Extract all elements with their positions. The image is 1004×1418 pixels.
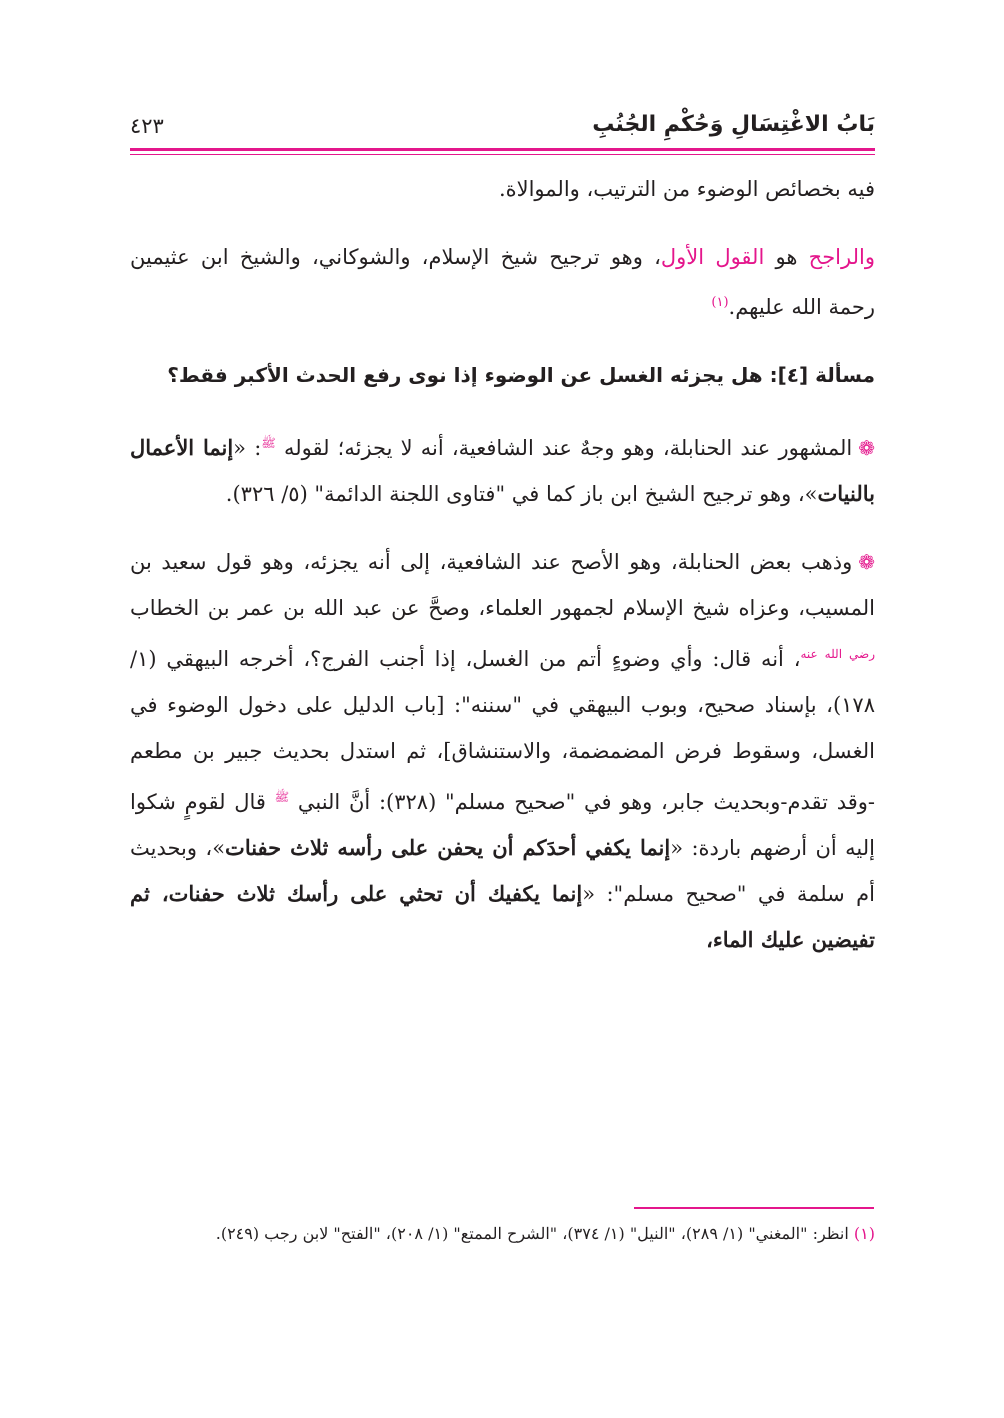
salawat-icon: ﷺ	[274, 790, 290, 804]
header-rule-thick	[130, 148, 875, 151]
question-text: مسألة [٤]: هل يجزئه الغسل عن الوضوء إذا نوى رفع الحدث الأكبر فقط؟	[167, 363, 875, 387]
radiallahu-icon: رضي الله عنه	[800, 647, 875, 661]
footnote-number: (١)	[853, 1224, 875, 1243]
hadith-quote-1: إنما يكفي أحدَكم أن يحفن على رأسه ثلاث حفنات	[225, 835, 671, 860]
footnote-text: انظر: "المغني" (١/ ٢٨٩)، "النيل" (١/ ٣٧٤)، "الشرح الممتع" (١/ ٢٠٨)، "الفتح" لابن رجب (٢٤٩).	[215, 1224, 854, 1243]
flower-ornament-icon: ❁	[858, 550, 875, 574]
p2-text-a: هو	[764, 245, 809, 269]
paragraph-other-view	[130, 539, 875, 963]
footnote-line	[130, 1219, 875, 1249]
p3-text-a: المشهور عند الحنابلة، وهو وجهٌ عند الشافعية، أنه لا يجزئه؛ لقوله	[275, 436, 853, 460]
body-text	[130, 166, 875, 963]
chapter-title: بَابُ الاغْتِسَالِ وَحُكْمِ الجُنُبِ	[592, 112, 875, 137]
first-opinion-label: القول الأول	[660, 245, 765, 269]
page-header	[130, 108, 875, 148]
hadith-quote-2: إنما يكفيك أن تحثي على رأسك ثلاث حفنات، ثم تفيضين عليك الماء،	[130, 881, 875, 952]
footnote-separator	[634, 1207, 874, 1209]
rajih-label: والراجح	[808, 245, 875, 269]
question-heading	[130, 352, 875, 398]
hadith-quote: إنما الأعمال بالنيات	[130, 435, 875, 506]
p4-text-c: قال لقومٍ شكوا إليه أن أرضهم باردة: «	[130, 790, 875, 860]
paragraph-preferred-opinion	[130, 234, 875, 330]
header-rule-thin	[130, 154, 875, 155]
footnote	[130, 1219, 875, 1249]
salawat-icon: ﷺ	[261, 436, 276, 450]
footnote-reference[interactable]: (١)	[711, 295, 729, 310]
p4-text-b: ، أنه قال: وأي وضوءٍ أتم من الغسل، إذا أجنب الفرج؟، أخرجه البيهقي (١/ ١٧٨)، بإسناد صحيح، وبوب البيهقي في "سننه": [باب الدليل على دخول الوضوء في الغسل، وسقوط فرض المضمضمة، والاستنشاق]، ثم استدل بحديث جبير بن مطعم -وقد تقدم-وبحديث جابر، وهو في "صحيح مسلم" (٣٢٨): أنَّ النبي	[130, 647, 875, 814]
p2-text-b: ، وهو ترجيح شيخ الإسلام، والشوكاني، والشيخ ابن عثيمين رحمة الله عليهم.	[130, 245, 875, 319]
p4-text-a: وذهب بعض الحنابلة، وهو الأصح عند الشافعية، إلى أنه يجزئه، وهو قول سعيد بن المسيب، وعزاه شيخ الإسلام لجمهور العلماء، وصحَّ عن عبد الله بن عمر بن الخطاب	[130, 550, 875, 620]
p4-text-d: »، وبحديث أم سلمة في "صحيح مسلم": «	[130, 836, 875, 906]
paragraph-hanbali-view	[130, 420, 875, 517]
continuation-line	[130, 166, 875, 212]
page-number: ٤٢٣	[130, 114, 164, 138]
flower-ornament-icon: ❁	[858, 436, 875, 460]
p3-text-c: »، وهو ترجيح الشيخ ابن باز كما في "فتاوى اللجنة الدائمة" (٥/ ٣٢٦).	[225, 482, 818, 506]
continuation-text: فيه بخصائص الوضوء من الترتيب، والموالاة.	[498, 177, 875, 201]
p3-text-b: : «	[233, 436, 262, 460]
